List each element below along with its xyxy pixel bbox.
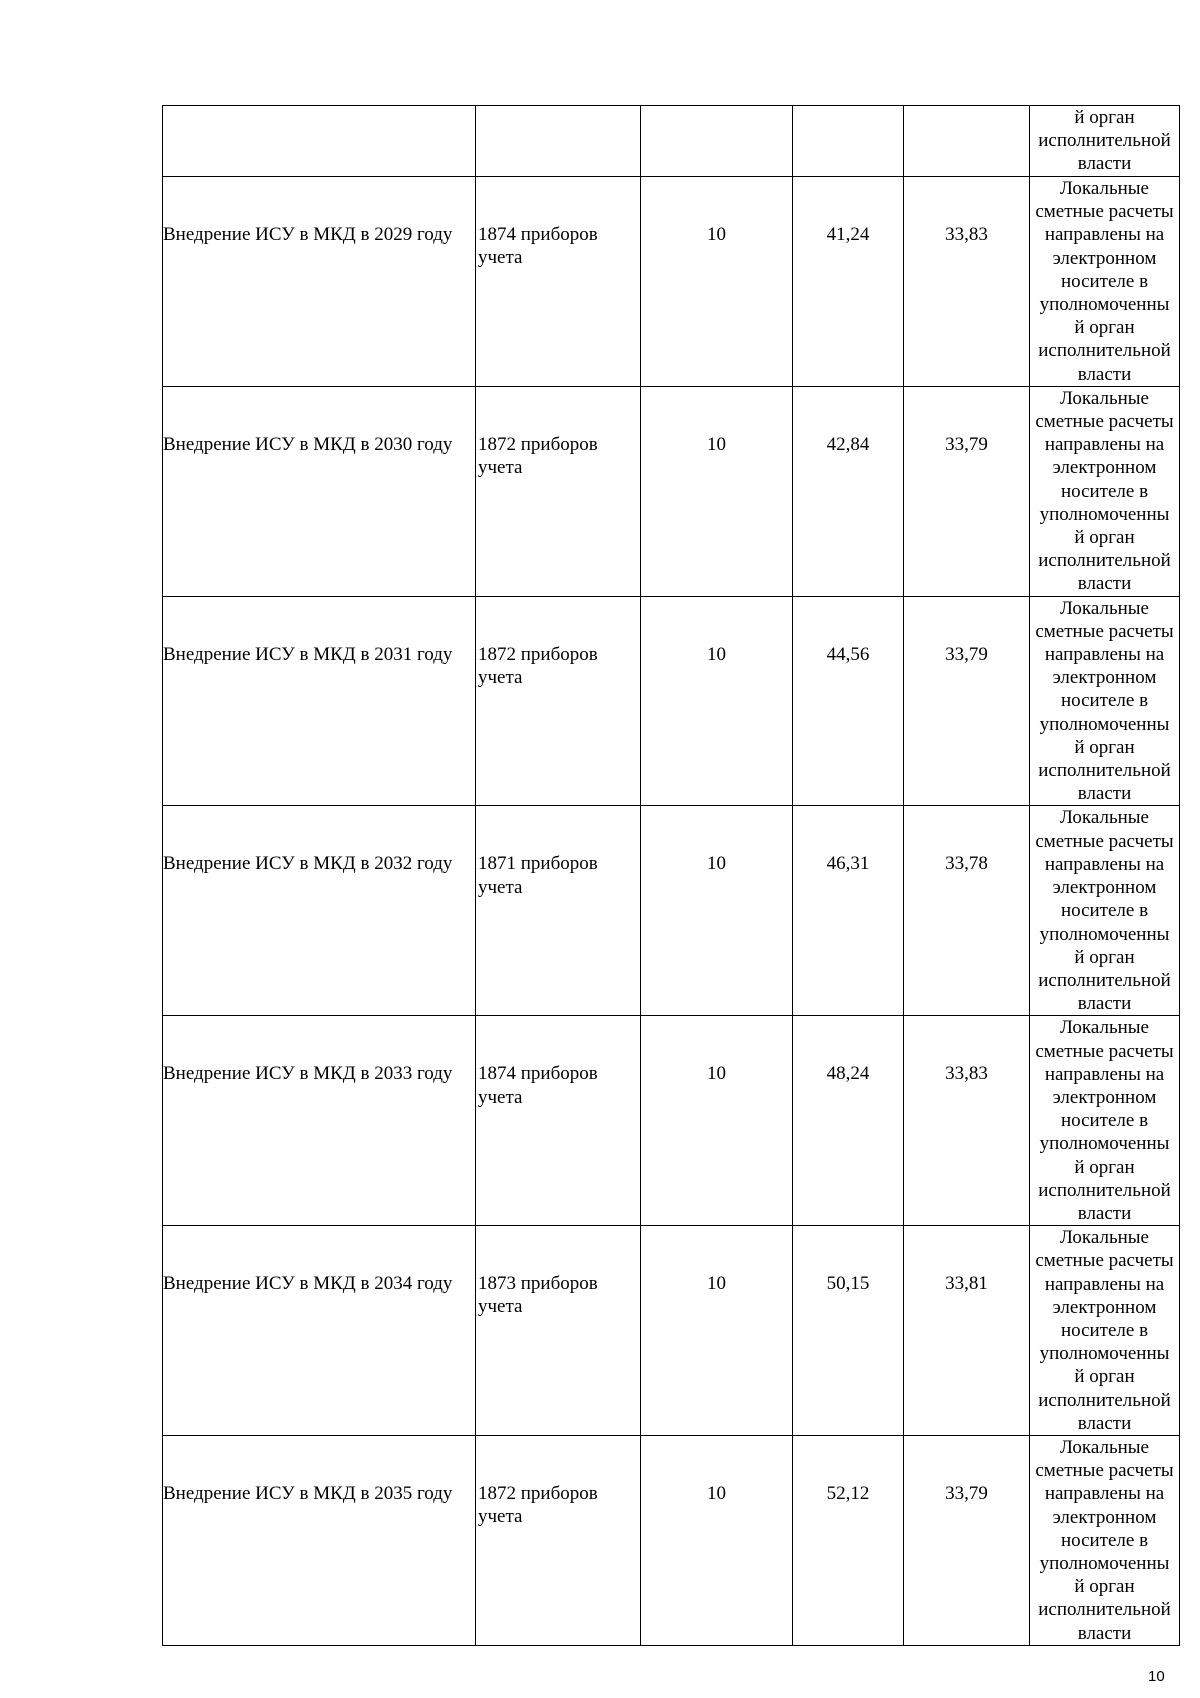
quantity-cell bbox=[476, 1016, 641, 1226]
cost-value: 52,12 bbox=[826, 1482, 870, 1504]
cost-value: 50,15 bbox=[826, 1273, 870, 1295]
unit-cost-value: 33,83 bbox=[945, 1063, 988, 1085]
work-cell bbox=[163, 596, 476, 806]
table-row bbox=[163, 1226, 1180, 1436]
table-row bbox=[163, 596, 1180, 806]
quantity-text: 1873 приборов учета bbox=[478, 1273, 598, 1318]
service-life-cell bbox=[641, 1226, 793, 1436]
work-text: Внедрение ИСУ в МКД в 2029 году bbox=[163, 224, 453, 245]
cost-cell bbox=[793, 1016, 904, 1226]
quantity-cell bbox=[476, 177, 641, 387]
unit-cost-cell bbox=[904, 386, 1030, 596]
cost-value: 44,56 bbox=[826, 643, 870, 665]
service-life-value: 10 bbox=[707, 643, 726, 665]
service-life-cell bbox=[641, 106, 793, 177]
page-number: 10 bbox=[1148, 1668, 1165, 1685]
service-life-value: 10 bbox=[707, 1482, 726, 1504]
quantity-text: 1874 приборов учета bbox=[478, 1063, 598, 1108]
quantity-text: 1872 приборов учета bbox=[478, 433, 598, 479]
table-row bbox=[163, 1016, 1180, 1226]
unit-cost-value: 33,79 bbox=[945, 433, 988, 455]
estimate-table bbox=[162, 105, 1180, 1646]
quantity-text: 1871 приборов учета bbox=[478, 853, 598, 898]
unit-cost-cell bbox=[904, 1226, 1030, 1436]
table-row bbox=[163, 806, 1180, 1016]
cost-value: 42,84 bbox=[826, 433, 870, 455]
unit-cost-cell bbox=[904, 1016, 1030, 1226]
note-cell: Локальные сметные расчеты направлены на электронном носителе в уполномоченны й орган исполнительной власти bbox=[1030, 596, 1180, 806]
cost-cell bbox=[793, 806, 904, 1016]
work-text: Внедрение ИСУ в МКД в 2032 году bbox=[163, 853, 453, 875]
unit-cost-cell bbox=[904, 177, 1030, 387]
table-row bbox=[163, 1435, 1180, 1645]
quantity-cell bbox=[476, 106, 641, 177]
quantity-cell bbox=[476, 596, 641, 806]
work-cell bbox=[163, 386, 476, 596]
service-life-value: 10 bbox=[707, 1273, 726, 1295]
cost-cell bbox=[793, 386, 904, 596]
service-life-cell bbox=[641, 177, 793, 387]
note-cell: Локальные сметные расчеты направлены на электронном носителе в уполномоченны й орган исполнительной власти bbox=[1030, 386, 1180, 596]
service-life-value: 10 bbox=[707, 853, 726, 875]
work-cell bbox=[163, 1016, 476, 1226]
work-text: Внедрение ИСУ в МКД в 2031 году bbox=[163, 643, 453, 665]
note-cell: Локальные сметные расчеты направлены на электронном носителе в уполномоченны й орган исполнительной власти bbox=[1030, 177, 1180, 387]
cost-cell bbox=[793, 596, 904, 806]
unit-cost-cell bbox=[904, 806, 1030, 1016]
work-text: Внедрение ИСУ в МКД в 2034 году bbox=[163, 1273, 453, 1295]
service-life-value: 10 bbox=[707, 224, 726, 245]
service-life-cell bbox=[641, 1435, 793, 1645]
service-life-cell bbox=[641, 806, 793, 1016]
cost-value: 46,31 bbox=[826, 853, 870, 875]
cost-cell bbox=[793, 177, 904, 387]
quantity-text: 1874 приборов учета bbox=[478, 224, 598, 269]
service-life-value: 10 bbox=[707, 433, 726, 455]
unit-cost-value: 33,81 bbox=[945, 1273, 988, 1295]
quantity-cell bbox=[476, 1226, 641, 1436]
service-life-cell bbox=[641, 596, 793, 806]
work-cell bbox=[163, 806, 476, 1016]
quantity-text: 1872 приборов учета bbox=[478, 1482, 598, 1528]
note-cell: Локальные сметные расчеты направлены на электронном носителе в уполномоченны й орган исполнительной власти bbox=[1030, 806, 1180, 1016]
unit-cost-cell bbox=[904, 106, 1030, 177]
cost-cell bbox=[793, 106, 904, 177]
quantity-cell bbox=[476, 386, 641, 596]
quantity-cell bbox=[476, 806, 641, 1016]
work-cell bbox=[163, 1226, 476, 1436]
cost-value: 41,24 bbox=[826, 224, 870, 245]
unit-cost-cell bbox=[904, 596, 1030, 806]
work-text: Внедрение ИСУ в МКД в 2030 году bbox=[163, 433, 453, 455]
unit-cost-value: 33,83 bbox=[945, 224, 988, 245]
table-row bbox=[163, 106, 1180, 177]
unit-cost-value: 33,79 bbox=[945, 643, 988, 665]
service-life-cell bbox=[641, 1016, 793, 1226]
work-text: Внедрение ИСУ в МКД в 2035 году bbox=[163, 1482, 453, 1504]
document-page bbox=[162, 105, 1180, 1646]
service-life-cell bbox=[641, 386, 793, 596]
quantity-text: 1872 приборов учета bbox=[478, 643, 598, 688]
note-cell: й орган исполнительной власти bbox=[1030, 106, 1180, 177]
note-cell: Локальные сметные расчеты направлены на электронном носителе в уполномоченны й орган исполнительной власти bbox=[1030, 1226, 1180, 1436]
table-row bbox=[163, 386, 1180, 596]
cost-cell bbox=[793, 1435, 904, 1645]
table-row bbox=[163, 177, 1180, 387]
work-cell bbox=[163, 1435, 476, 1645]
cost-cell bbox=[793, 1226, 904, 1436]
unit-cost-value: 33,79 bbox=[945, 1482, 988, 1504]
service-life-value: 10 bbox=[707, 1063, 726, 1085]
work-cell bbox=[163, 106, 476, 177]
note-cell: Локальные сметные расчеты направлены на электронном носителе в уполномоченны й орган исполнительной власти bbox=[1030, 1016, 1180, 1226]
work-text: Внедрение ИСУ в МКД в 2033 году bbox=[163, 1063, 453, 1085]
unit-cost-cell bbox=[904, 1435, 1030, 1645]
work-cell bbox=[163, 177, 476, 387]
unit-cost-value: 33,78 bbox=[945, 853, 988, 875]
note-cell: Локальные сметные расчеты направлены на электронном носителе в уполномоченны й орган исполнительной власти bbox=[1030, 1435, 1180, 1645]
quantity-cell bbox=[476, 1435, 641, 1645]
cost-value: 48,24 bbox=[826, 1063, 870, 1085]
